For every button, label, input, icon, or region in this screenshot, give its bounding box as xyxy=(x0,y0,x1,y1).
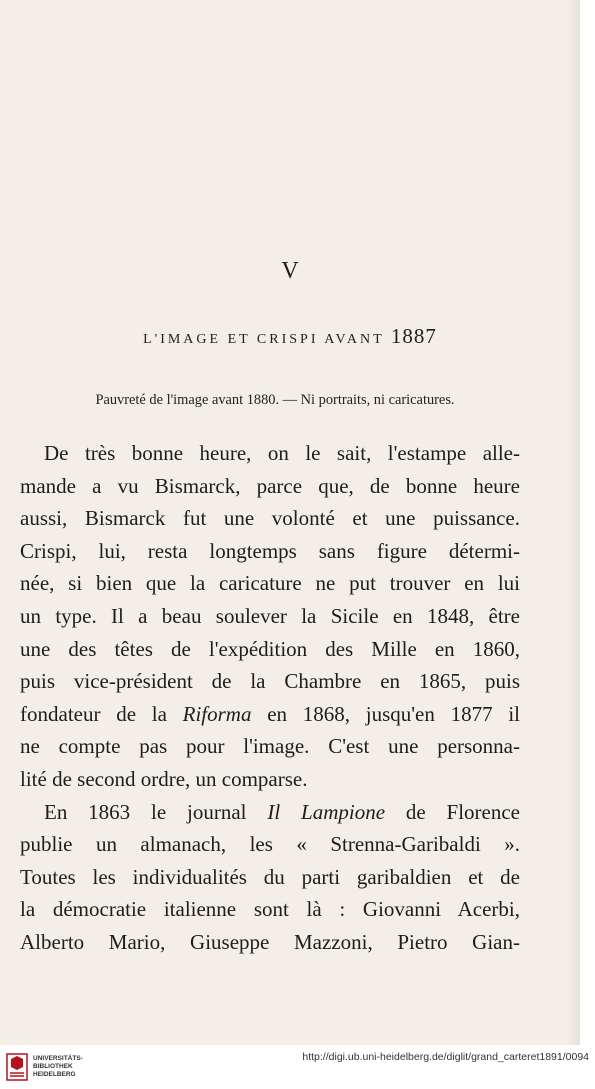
text-line: publie un almanach, les « Strenna-Garibaldi ». xyxy=(20,832,520,857)
body-text xyxy=(20,437,520,959)
text-line: puis vice-président de la Chambre en 1865, puis xyxy=(20,669,520,694)
footer xyxy=(0,1045,595,1089)
chapter-number: V xyxy=(281,258,299,284)
library-name-line: UNIVERSITÄTS- xyxy=(33,1055,83,1062)
scan-edge xyxy=(580,0,595,1045)
text-line: Alberto Mario, Giuseppe Mazzoni, Pietro Gian- xyxy=(20,929,520,954)
paragraph-2 xyxy=(20,796,520,959)
text-line: la démocratie italienne sont là : Giovanni Acerbi, xyxy=(20,897,520,922)
paragraph-1 xyxy=(20,437,520,796)
heidelberg-library-logo-icon xyxy=(6,1053,28,1081)
library-logo[interactable] xyxy=(6,1053,83,1081)
text-line: un type. Il a beau soulever la Sicile en 1848, être xyxy=(20,603,520,628)
text-line: Crispi, lui, resta longtemps sans figure détermi- xyxy=(20,538,520,563)
text-line: Toutes les individualités du parti garibaldien et de xyxy=(20,864,520,889)
library-name xyxy=(33,1055,83,1079)
text-line: aussi, Bismarck fut une volonté et une puissance. xyxy=(20,506,520,531)
library-name-line: HEIDELBERG xyxy=(33,1071,76,1078)
text-line: En 1863 le journal Il Lampione de Florence xyxy=(44,799,520,824)
chapter-summary: Pauvreté de l'image avant 1880. — Ni portraits, ni caricatures. xyxy=(95,392,455,408)
text-line: fondateur de la Riforma en 1868, jusqu'en 1877 il xyxy=(20,701,520,726)
text-line: De très bonne heure, on le sait, l'estampe alle- xyxy=(44,441,520,465)
library-name-line: BIBLIOTHEK xyxy=(33,1063,73,1070)
source-url-link[interactable]: http://digi.ub.uni-heidelberg.de/diglit/grand_carteret1891/0094 xyxy=(302,1051,589,1063)
text-line: lité de second ordre, un comparse. xyxy=(20,766,308,791)
text-line: ne compte pas pour l'image. C'est une personna- xyxy=(20,734,520,759)
chapter-title-year: 1887 xyxy=(390,324,437,348)
text-line: née, si bien que la caricature ne put trouver en lui xyxy=(20,571,520,596)
chapter-title xyxy=(0,324,580,349)
text-line: une des têtes de l'expédition des Mille en 1860, xyxy=(20,636,520,661)
text-line: mande a vu Bismarck, parce que, de bonne heure xyxy=(20,473,520,498)
chapter-title-text: L'IMAGE ET CRISPI AVANT xyxy=(143,332,385,347)
